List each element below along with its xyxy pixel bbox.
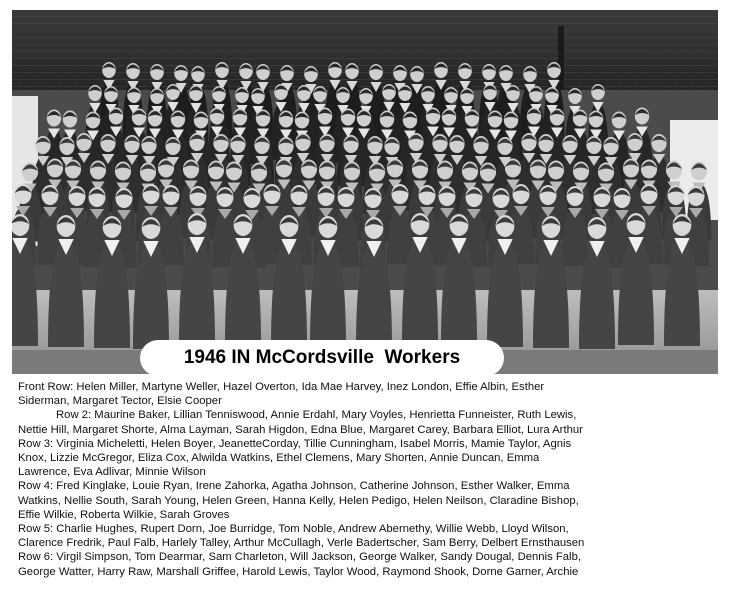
names-line: George Watter, Harry Raw, Marshall Griffee, Harold Lewis, Taylor Wood, Raymond Shook, Dorne Garner, Archie — [18, 565, 579, 578]
photo-caption: 1946 IN McCordsville Workers — [140, 340, 504, 376]
names-line: Row 3: Virginia Micheletti, Helen Boyer, JeanetteCorday, Tillie Cunningham, Isabel Morris, Mamie Taylor, Agnis — [18, 437, 572, 450]
names-line: Siderman, Margaret Tector, Elsie Cooper — [18, 395, 222, 408]
names-line: Row 4: Fred Kinglake, Louie Ryan, Irene Zahorka, Agatha Johnson, Catherine Johnson, Esther Walker, Emma — [18, 480, 570, 493]
names-line: Front Row: Helen Miller, Martyne Weller, Hazel Overton, Ida Mae Harvey, Inez London, Effie Albin, Esther — [18, 381, 545, 393]
group-photograph-image — [12, 10, 718, 374]
names-line: Row 6: Virgil Simpson, Tom Dearmar, Sam Charleton, Will Jackson, George Walker, Sandy Dougal, Dennis Falb, — [18, 551, 581, 564]
names-line: Watkins, Nellie South, Sarah Young, Helen Green, Hanna Kelly, Helen Pedigo, Helen Neilson, Claradine Bishop, — [18, 494, 579, 507]
names-line: Clarence Fredrik, Paul Falb, Harlely Talley, Arthur McCullagh, Verle Badertscher, Sam Berry, Delbert Ernsthausen — [18, 537, 585, 550]
names-line: Row 5: Charlie Hughes, Rupert Dorn, Joe Burridge, Tom Noble, Andrew Abernethy, Willie Webb, Lloyd Wilson, — [18, 523, 569, 536]
names-list — [18, 380, 726, 579]
names-line: Lawrence, Eva Adlivar, Minnie Wilson — [18, 466, 206, 479]
names-line: Knox, Lizzie McGregor, Eliza Cox, Alwilda Watkins, Ethel Clemens, Mary Shorten, Annie Duncan, Emma — [18, 452, 540, 465]
names-line: Effie Wilkie, Roberta Wilkie, Sarah Groves — [18, 508, 230, 521]
names-line: Row 2: Maurine Baker, Lillian Tenniswood, Annie Erdahl, Mary Voyles, Henrietta Funneister, Ruth Lewis, — [56, 409, 577, 422]
group-photograph — [12, 10, 718, 374]
names-line: Nettie Hill, Margaret Shorte, Alma Layman, Sarah Higdon, Edna Blue, Margaret Carey, Barbara Elliot, Lura Arthur — [18, 423, 583, 436]
